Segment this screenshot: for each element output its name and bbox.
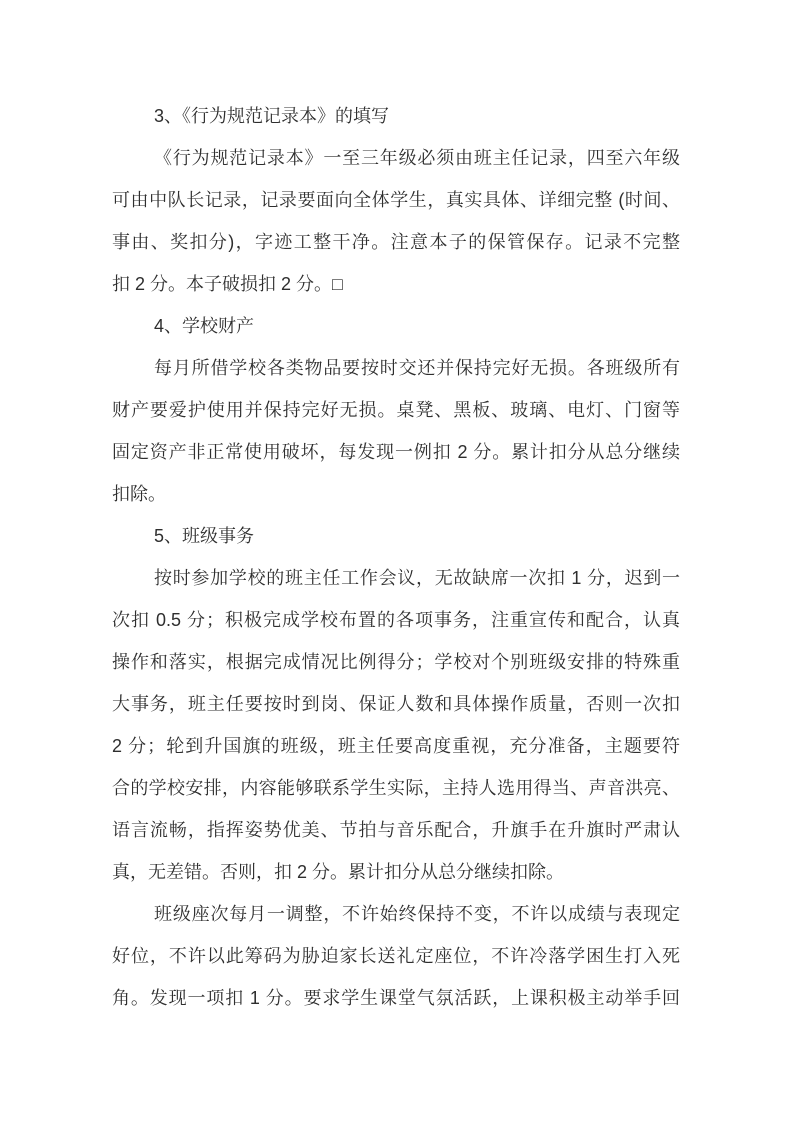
text-line: 大事务，班主任要按时到岗、保证人数和具体操作质量，否则一次扣	[112, 694, 680, 714]
text-line: 合的学校安排，内容能够联系学生实际，主持人选用得当、声音洪亮、	[112, 778, 680, 798]
paragraph	[112, 893, 680, 1019]
text-line: 语言流畅，指挥姿势优美、节拍与音乐配合，升旗手在升旗时严肃认	[112, 820, 680, 840]
text-line: 4、学校财产	[154, 316, 255, 336]
text-line: 事由、奖扣分)，字迹工整干净。注意本子的保管保存。记录不完整	[112, 232, 680, 252]
text-line: 《行为规范记录本》一至三年级必须由班主任记录，四至六年级	[154, 148, 680, 168]
text-line: 5、班级事务	[154, 526, 255, 546]
text-line: 好位，不许以此筹码为胁迫家长送礼定座位，不许冷落学困生打入死	[112, 946, 680, 966]
text-line: 固定资产非正常使用破坏，每发现一例扣 2 分。累计扣分从总分继续	[112, 442, 680, 462]
section-heading	[112, 515, 680, 557]
text-line: 按时参加学校的班主任工作会议，无故缺席一次扣 1 分，迟到一	[154, 568, 680, 588]
paragraph	[112, 557, 680, 893]
document-text-block	[112, 95, 680, 1019]
text-line: 班级座次每月一调整，不许始终保持不变，不许以成绩与表现定	[154, 904, 680, 924]
text-line: 扣除。	[112, 484, 166, 504]
section-heading	[112, 305, 680, 347]
text-line: 扣 2 分。本子破损扣 2 分。□	[112, 274, 343, 294]
text-line: 真，无差错。否则，扣 2 分。累计扣分从总分继续扣除。	[112, 862, 565, 882]
text-line: 财产要爱护使用并保持完好无损。桌凳、黑板、玻璃、电灯、门窗等	[112, 400, 680, 420]
text-line: 2 分；轮到升国旗的班级，班主任要高度重视，充分准备，主题要符	[112, 736, 680, 756]
text-line: 每月所借学校各类物品要按时交还并保持完好无损。各班级所有	[154, 358, 680, 378]
text-line: 操作和落实，根据完成情况比例得分；学校对个别班级安排的特殊重	[112, 652, 680, 672]
paragraph	[112, 137, 680, 305]
text-line: 次扣 0.5 分；积极完成学校布置的各项事务，注重宣传和配合，认真	[112, 610, 680, 630]
paragraph	[112, 347, 680, 515]
text-line: 3、《行为规范记录本》的填写	[154, 106, 390, 126]
text-line: 角。发现一项扣 1 分。要求学生课堂气氛活跃，上课积极主动举手回	[112, 988, 680, 1008]
section-heading	[112, 95, 680, 137]
text-line: 可由中队长记录，记录要面向全体学生，真实具体、详细完整 (时间、	[112, 190, 680, 210]
